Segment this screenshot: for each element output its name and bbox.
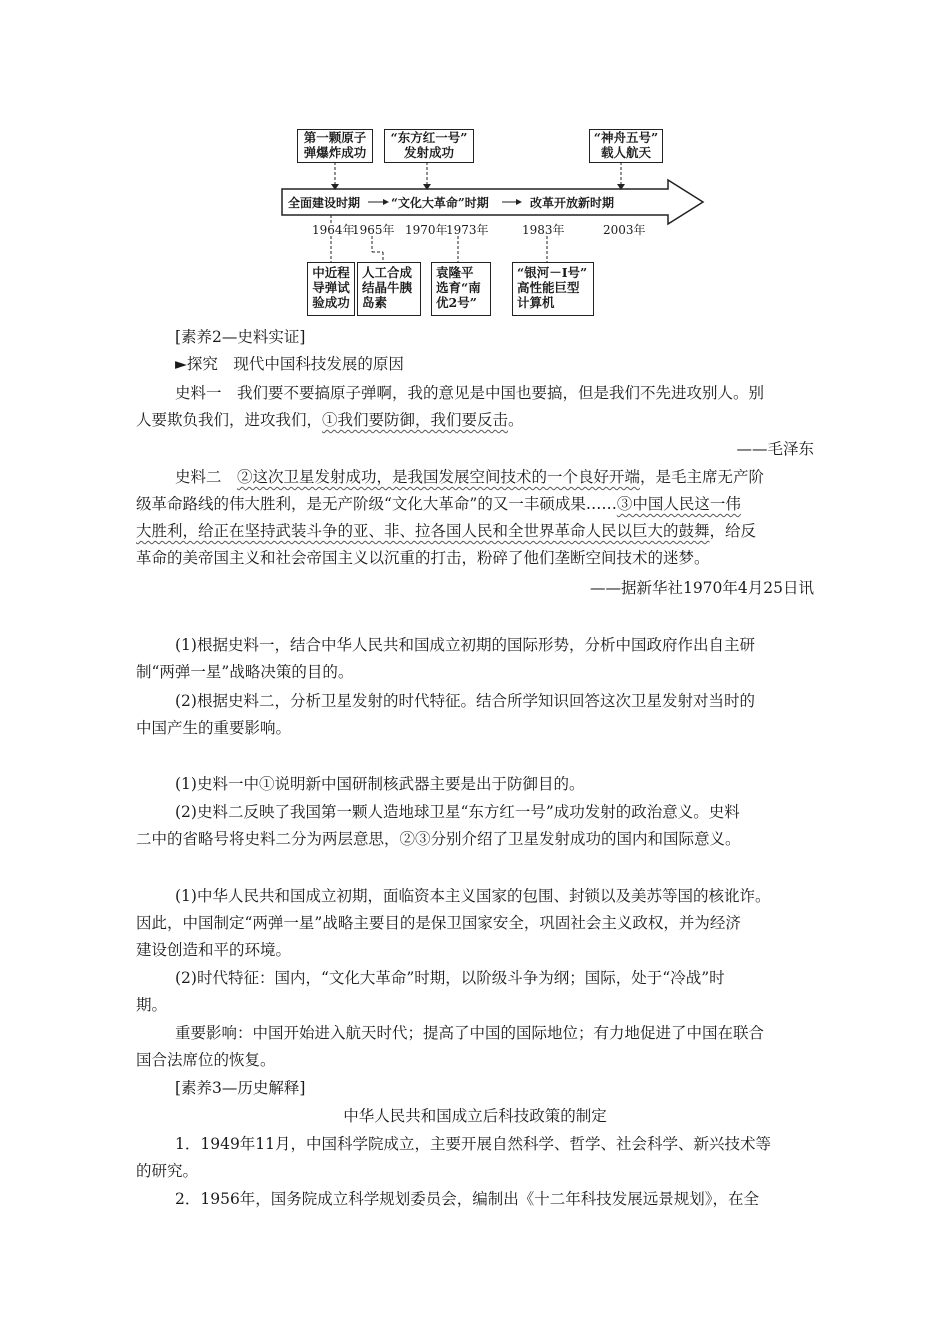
section-heading: [素养3—历史解释]	[175, 1079, 306, 1097]
event-text: 选育“南	[436, 280, 481, 295]
text-span: ，给反	[709, 522, 757, 540]
answer-text: 建设创造和平的环境。	[136, 941, 292, 959]
source-two-text	[136, 492, 741, 514]
source-one-text	[136, 408, 524, 430]
source-two-text	[136, 519, 756, 541]
source-two-attribution: ——据新华社1970年4月25日讯	[589, 579, 814, 597]
underlined-text: ③中国人民这一伟	[616, 495, 741, 513]
event-text: “东方红一号”	[390, 130, 468, 145]
year-label: 2003年	[603, 223, 646, 237]
source-two-text: 革命的美帝国主义和社会帝国主义以沉重的打击，粉碎了他们垄断空间技术的迷梦。	[136, 549, 710, 567]
event-text: 导弹试	[312, 280, 350, 295]
event-box-missile	[307, 262, 355, 316]
hint-text: (1)史料一中①说明新中国研制核武器主要是出于防御目的。	[175, 775, 585, 793]
answer-text: 国合法席位的恢复。	[136, 1051, 276, 1069]
answer-text: (2)时代特征：国内，“文化大革命”时期，以阶级斗争为纲；国际，处于“冷战”时	[175, 969, 725, 987]
event-text: 中近程	[312, 265, 350, 280]
event-box-insulin	[357, 262, 421, 316]
source-one-text: 史料一 我们要不要搞原子弹啊，我的意见是中国也要搞，但是我们不先进攻别人。别	[175, 384, 765, 402]
text-span: 。	[508, 411, 524, 429]
text-span: 史料二	[175, 468, 238, 486]
event-box-atomic-bomb	[297, 129, 373, 163]
event-text: 发射成功	[403, 145, 454, 160]
answer-text: 期。	[136, 996, 168, 1014]
underlined-text: ①我们要防御，我们要反击	[322, 411, 509, 429]
year-label: 1964年	[312, 223, 355, 237]
event-text: 载人航天	[600, 145, 651, 160]
event-text: 高性能巨型	[517, 280, 580, 295]
text-span: ，是毛主席无产阶	[640, 468, 765, 486]
paragraph-text: 2．1956年，国务院成立科学规划委员会，编制出《十二年科技发展远景规划》，在全	[175, 1190, 760, 1208]
explore-title: ►探究 现代中国科技发展的原因	[175, 355, 404, 373]
event-box-galaxy	[512, 262, 594, 316]
answer-text: (1)中华人民共和国成立初期，面临资本主义国家的包围、封锁以及美苏等国的核讹诈。	[175, 887, 771, 905]
year-label: 1970年	[405, 223, 448, 237]
source-one-attribution: ——毛泽东	[736, 440, 814, 458]
period-label: 改革开放新时期	[530, 196, 615, 210]
paragraph-text: 的研究。	[136, 1162, 199, 1180]
question-text: 中国产生的重要影响。	[136, 719, 292, 737]
event-text: 验成功	[312, 295, 350, 310]
answer-text: 重要影响：中国开始进入航天时代；提高了中国的国际地位；有力地促进了中国在联合	[175, 1024, 765, 1042]
event-box-rice	[431, 262, 491, 316]
section-title: 中华人民共和国成立后科技政策的制定	[343, 1107, 607, 1125]
event-box-shenzhou	[589, 129, 663, 163]
event-box-dongfanghong	[384, 129, 474, 163]
underlined-text: 大胜利，给正在坚持武装斗争的亚、非、拉各国人民和全世界革命人民以巨大的鼓舞	[136, 522, 710, 540]
event-text: 袁隆平	[436, 265, 474, 280]
event-text: “银河－Ⅰ号”	[517, 265, 588, 280]
year-label: 1983年	[522, 223, 565, 237]
year-label: 1965年	[352, 223, 395, 237]
year-label: 1973年	[446, 223, 489, 237]
section-heading: [素养2—史料实证]	[175, 328, 306, 346]
underlined-text: ②这次卫星发射成功，是我国发展空间技术的一个良好开端	[237, 468, 641, 486]
hint-text: (2)史料二反映了我国第一颗人造地球卫星“东方红一号”成功发射的政治意义。史料	[175, 803, 740, 821]
event-text: 人工合成	[362, 265, 413, 280]
paragraph-text: 1．1949年11月，中国科学院成立，主要开展自然科学、哲学、社会科学、新兴技术等	[175, 1135, 772, 1153]
source-two-text	[175, 465, 764, 487]
event-text: 第一颗原子	[303, 130, 367, 145]
event-text: 结晶牛胰	[362, 280, 413, 295]
question-text: (2)根据史料二，分析卫星发射的时代特征。结合所学知识回答这次卫星发射对当时的	[175, 692, 755, 710]
text-span: 人要欺负我们，进攻我们，	[136, 411, 323, 429]
question-text: (1)根据史料一，结合中华人民共和国成立初期的国际形势，分析中国政府作出自主研	[175, 636, 755, 654]
event-text: 优2号”	[436, 295, 477, 310]
event-text: 弹爆炸成功	[303, 145, 367, 160]
period-label: 全面建设时期	[288, 196, 361, 210]
event-text: “神舟五号”	[593, 130, 659, 145]
question-text: 制“两弹一星”战略决策的目的。	[136, 663, 354, 681]
answer-text: 因此，中国制定“两弹一星”战略主要目的是保卫国家安全，巩固社会主义政权，并为经济	[136, 914, 741, 932]
event-text: 计算机	[517, 295, 555, 310]
event-text: 岛素	[362, 295, 388, 310]
period-label: “文化大革命”时期	[391, 196, 489, 210]
text-span: 级革命路线的伟大胜利，是无产阶级“文化大革命”的又一丰硕成果……	[136, 495, 617, 513]
hint-text: 二中的省略号将史料二分为两层意思，②③分别介绍了卫星发射成功的国内和国际意义。	[136, 830, 741, 848]
